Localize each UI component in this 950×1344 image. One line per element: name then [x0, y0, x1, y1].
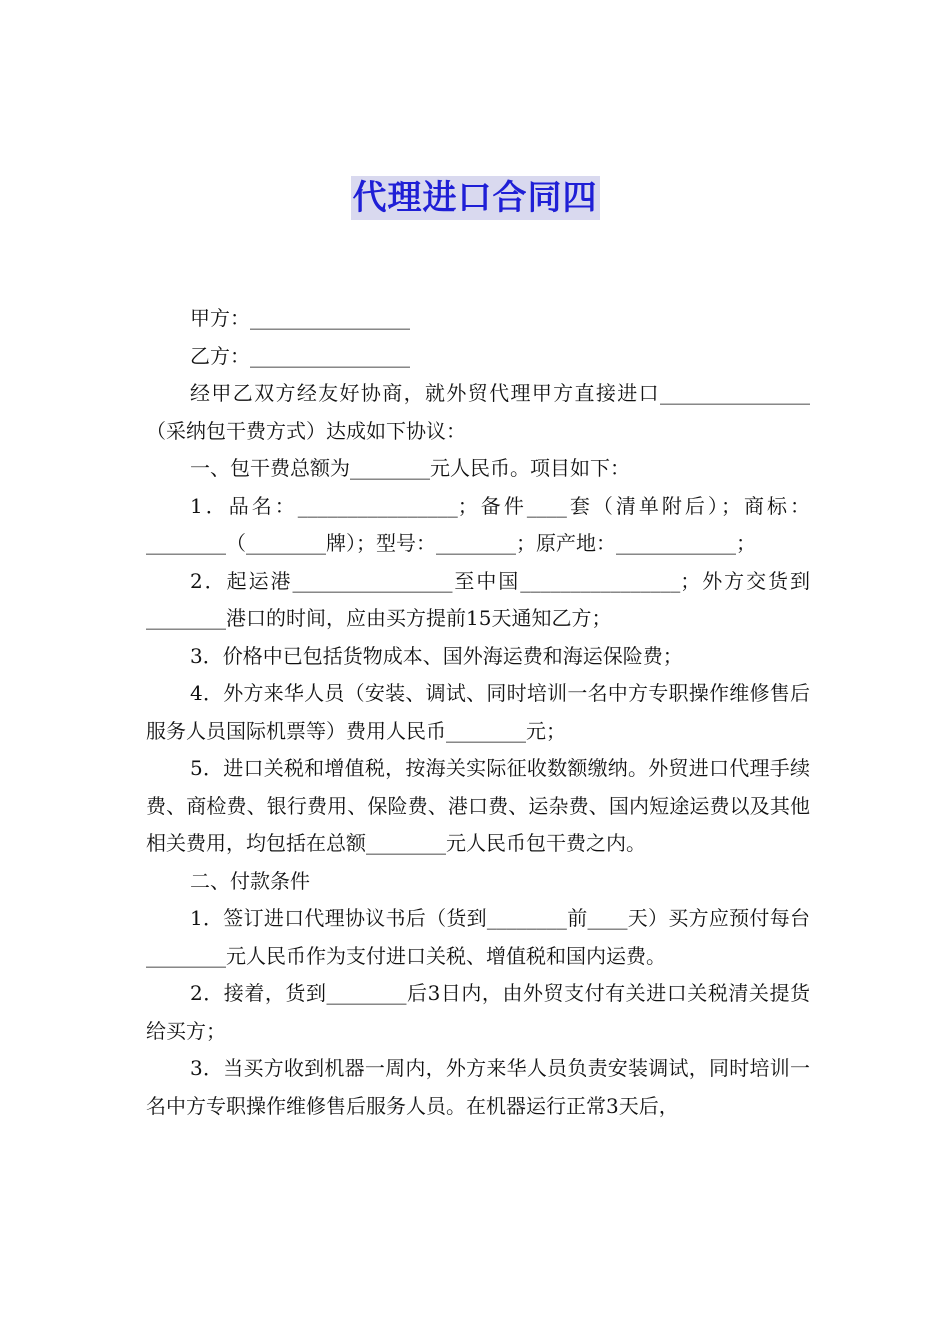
paragraph-section-2: 二、付款条件	[190, 868, 310, 893]
title-container	[0, 176, 950, 220]
document-body	[146, 300, 810, 1125]
paragraph-item-2-3: 3．当买方收到机器一周内，外方来华人员负责安装调试，同时培训一名中方专职操作维修售后服务人员。在机器运行正常3天后，	[146, 1056, 810, 1118]
paragraph-section-1: 一、包干费总额为________元人民币。项目如下：	[190, 456, 630, 480]
paragraph-item-1-4: 4．外方来华人员（安装、调试、同时培训一名中方专职操作维修售后服务人员国际机票等）费用人民币________元；	[146, 681, 810, 743]
paragraph-preamble: 经甲乙双方经友好协商，就外贸代理甲方直接进口_______________（采纳包干费方式）达成如下协议：	[146, 381, 810, 443]
document-title: 代理进口合同四	[352, 178, 598, 218]
paragraph-item-1-3: 3．价格中已包括货物成本、国外海运费和海运保险费；	[190, 643, 683, 668]
paragraph-item-2-2: 2．接着，货到________后3日内，由外贸支付有关进口关税清关提货给买方；	[146, 981, 810, 1043]
paragraph-item-1-1: 1．品名：________________；备件____套（清单附后）；商标：________（________牌）；型号：________；原产地：____________；	[146, 493, 810, 555]
paragraph-party-a: 甲方：________________	[190, 306, 410, 330]
paragraph-item-1-2: 2．起运港________________至中国________________；外方交货到________港口的时间，应由买方提前15天通知乙方；	[146, 568, 810, 630]
paragraph-item-2-1: 1．签订进口代理协议书后（货到________前____天）买方应预付每台________元人民币作为支付进口关税、增值税和国内运费。	[146, 906, 810, 968]
paragraph-item-1-5: 5．进口关税和增值税，按海关实际征收数额缴纳。外贸进口代理手续费、商检费、银行费用、保险费、港口费、运杂费、国内短途运费以及其他相关费用，均包括在总额________元人民币包干费之内。	[146, 756, 810, 855]
paragraph-party-b: 乙方：________________	[190, 343, 410, 368]
